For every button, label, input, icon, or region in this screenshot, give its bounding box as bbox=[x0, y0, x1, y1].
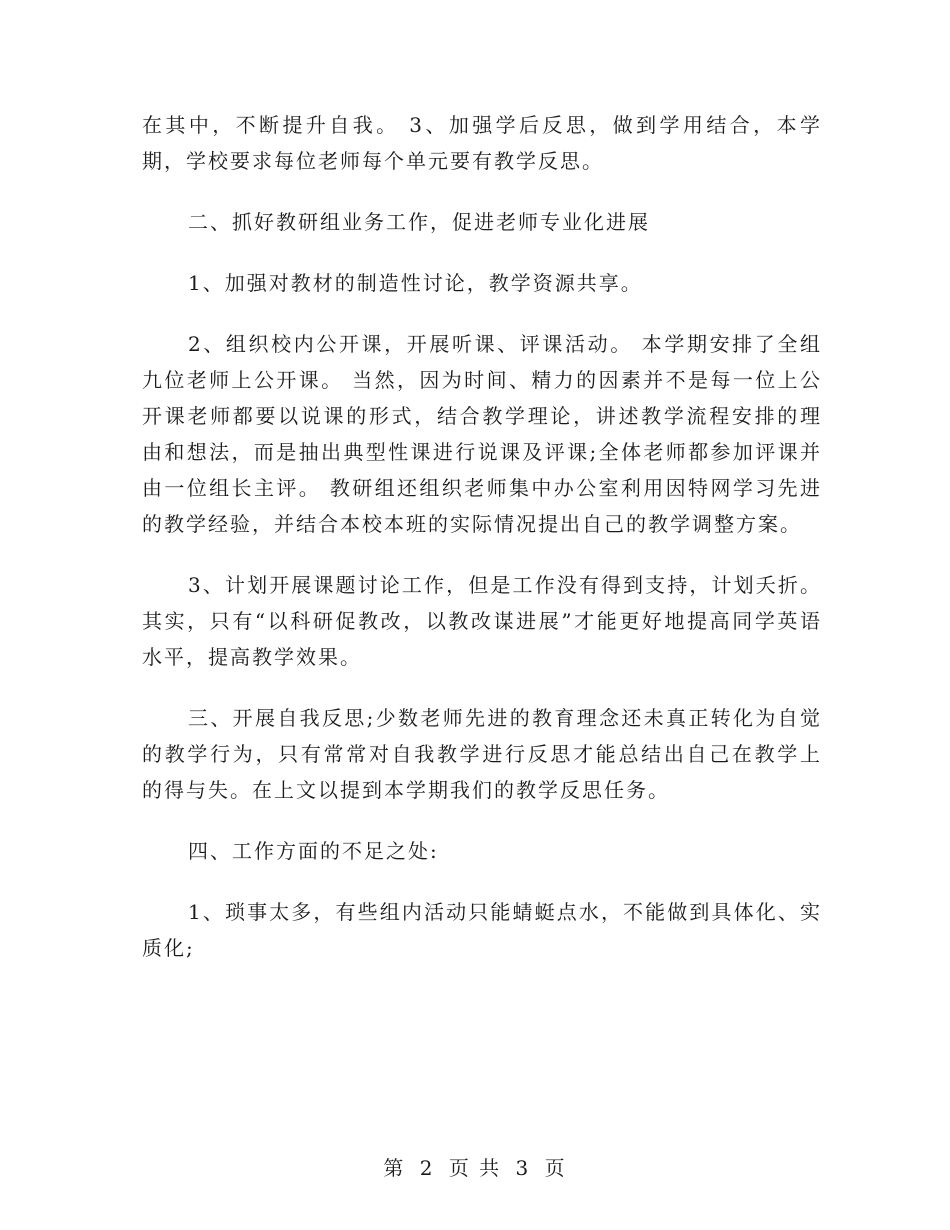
footer-suffix: 页 bbox=[544, 1156, 567, 1180]
footer-prefix: 第 bbox=[383, 1156, 406, 1180]
paragraph-5: 3、计划开展课题讨论工作，但是工作没有得到支持，计划夭折。其实，只有“以科研促教改，以教改谋进展”才能更好地提高同学英语水平，提高教学效果。 bbox=[142, 573, 822, 669]
section-heading-3: 三、开展自我反思;少数老师先进的教育理念还未真正转化为自觉的教学行为，只有常常对自我教学进行反思才能总结出自己在教学上的得与失。在上文以提到本学期我们的教学反思任务。 bbox=[142, 706, 822, 802]
footer-current-page: 2 bbox=[419, 1156, 435, 1180]
section-heading-4: 四、工作方面的不足之处: bbox=[188, 839, 439, 863]
paragraph-8: 1、琐事太多，有些组内活动只能蜻蜓点水，不能做到具体化、实质化; bbox=[142, 900, 822, 960]
paragraph-1: 在其中，不断提升自我。 3、加强学后反思，做到学用结合，本学期，学校要求每位老师每个单元要有教学反思。 bbox=[142, 113, 822, 173]
paragraph-3: 1、加强对教材的制造性讨论，教学资源共享。 bbox=[188, 271, 643, 295]
paragraph-4: 2、组织校内公开课，开展听课、评课活动。 本学期安排了全组九位老师上公开课。 当然，因为时间、精力的因素并不是每一位上公开课老师都要以说课的形式，结合教学理论，讲述教学流程安排的理由和想法，而是抽出典型性课进行说课及评课;全体老师都参加评课并由一位组长主评。 教研组还组织老师集中办公室利用因特网学习先进的教学经验，并结合本校本班的实际情况提出自己的教学调整方案。 bbox=[142, 332, 822, 536]
footer-total-pages: 3 bbox=[515, 1156, 531, 1180]
document-body bbox=[142, 107, 822, 991]
footer-middle: 页 共 bbox=[448, 1156, 502, 1180]
section-heading-2: 二、抓好教研组业务工作，促进老师专业化进展 bbox=[188, 210, 650, 234]
page-footer bbox=[0, 1152, 950, 1181]
